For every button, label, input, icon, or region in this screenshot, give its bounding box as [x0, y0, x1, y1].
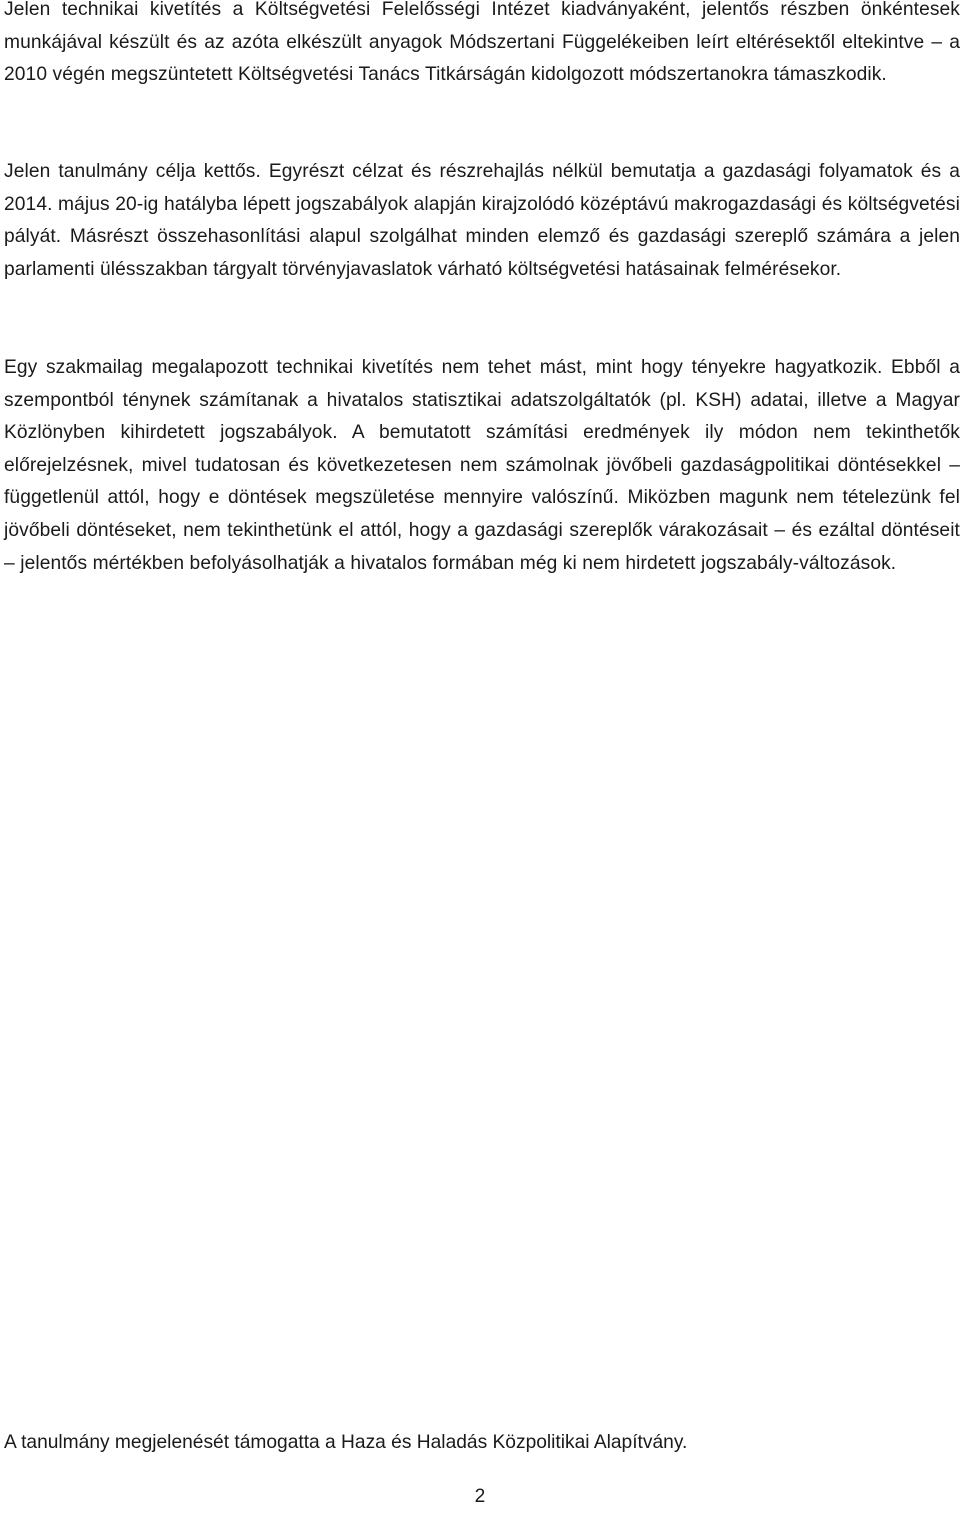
support-footnote: A tanulmány megjelenését támogatta a Haza és Haladás Közpolitikai Alapítvány. — [4, 1432, 688, 1453]
page-number: 2 — [474, 1486, 486, 1507]
paragraph-methodology: Jelen technikai kivetítés a Költségvetési Felelősségi Intézet kiadványaként, jelentős részben önkéntesek munkájával készült és az azóta elkészült anyagok Módszertani Függelékeiben leírt eltérésektől eltekintve – a 2010 végén megszüntetett Költségvetési Tanács Titkárságán kidolgozott módszertanokra támaszkodik. — [4, 0, 960, 86]
paragraph-facts: Egy szakmailag megalapozott technikai kivetítés nem tehet mást, mint hogy tényekre hagyatkozik. Ebből a szempontból ténynek számítanak a hivatalos statisztikai adatszolgáltatók (pl. KSH) adatai, illetve a Magyar Közlönyben kihirdetett jogszabályok. A bemutatott számítási eredmények ily módon nem tekinthetők előrejelzésnek, mivel tudatosan és következetesen nem számolnak jövőbeli gazdaságpolitikai döntésekkel – függetlenül attól, hogy e döntések megszületése mennyire valószínű. Miközben magunk nem tételezünk fel jövőbeli döntéseket, nem tekinthetünk el attól, hogy a gazdasági szereplők várakozásait – és ezáltal döntéseit – jelentős mértékben befolyásolhatják a hivatalos formában még ki nem hirdetett jogszabály-változások. — [4, 357, 960, 574]
paragraph-purpose: Jelen tanulmány célja kettős. Egyrészt célzat és részrehajlás nélkül bemutatja a gazdasági folyamatok és a 2014. május 20-ig hatályba lépett jogszabályok alapján kirajzolódó középtávú makrogazdasági és költségvetési pályát. Másrészt összehasonlítási alapul szolgálhat minden elemző és gazdasági szereplő számára a jelen parlamenti ülésszakban tárgyalt törvényjavaslatok várható költségvetési hatásainak felmérésekor. — [4, 161, 960, 280]
